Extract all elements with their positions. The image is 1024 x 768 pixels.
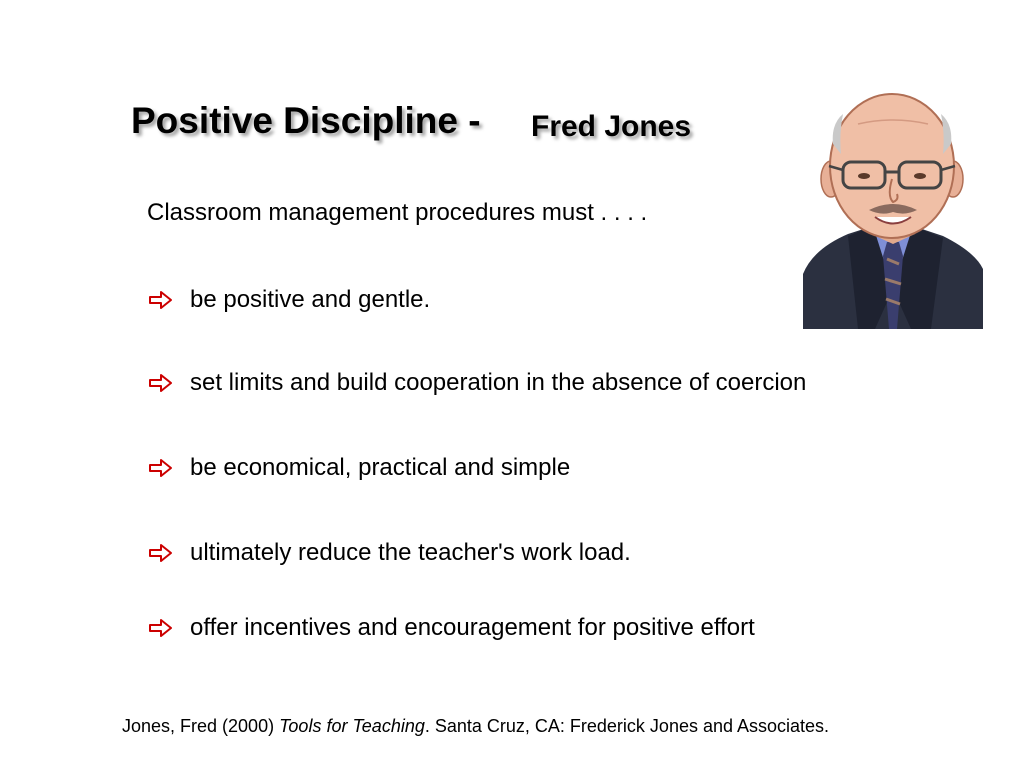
citation — [122, 716, 829, 737]
right-arrow-icon — [148, 371, 174, 395]
bullet-text: ultimately reduce the teacher's work load. — [190, 539, 631, 566]
right-arrow-icon — [148, 616, 174, 640]
citation-publisher: . Santa Cruz, CA: Frederick Jones and Associates. — [424, 716, 830, 736]
bullet-text: be economical, practical and simple — [190, 454, 571, 481]
bullet-text: set limits and build cooperation in the absence of coercion — [190, 369, 807, 396]
bullet-item — [148, 369, 806, 397]
right-arrow-icon — [148, 288, 174, 312]
bullet-item — [148, 539, 631, 567]
intro-text: Classroom management procedures must . . . . — [147, 199, 648, 226]
citation-author: Jones, Fred (2000) — [122, 716, 280, 736]
slide-title: Positive Discipline - — [131, 100, 481, 141]
bullet-text: be positive and gentle. — [190, 286, 431, 313]
right-arrow-icon — [148, 456, 174, 480]
bullet-item — [148, 454, 570, 482]
right-arrow-icon — [148, 541, 174, 565]
fred-jones-portrait — [803, 84, 983, 329]
citation-book-title: Tools for Teaching — [279, 716, 425, 736]
bullet-item — [148, 614, 755, 642]
bullet-item — [148, 286, 430, 314]
slide-subtitle: Fred Jones — [531, 110, 692, 143]
bullet-text: offer incentives and encouragement for positive effort — [190, 614, 755, 641]
